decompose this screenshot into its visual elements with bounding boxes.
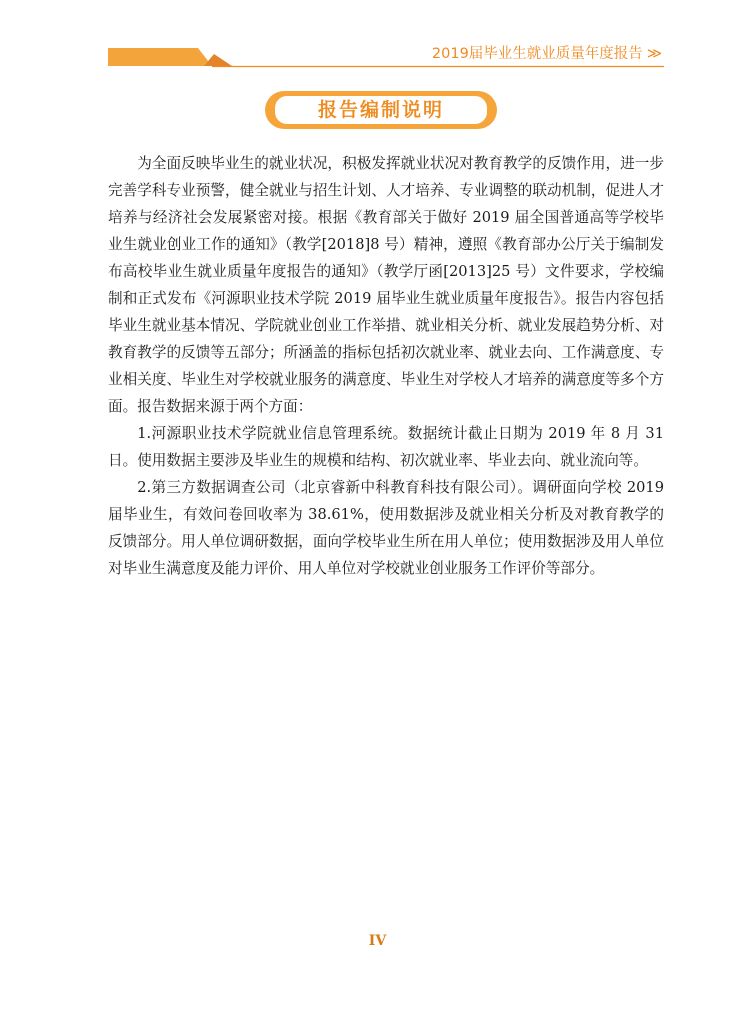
page-header [108,40,664,68]
header-title-text: 2019届毕业生就业质量年度报告 [431,46,643,62]
section-title-banner [264,90,498,130]
page-number: IV [368,933,387,949]
section-title: 报告编制说明 [317,99,444,121]
chevron-right-icon: ≫ [646,46,662,62]
report-body [108,150,664,582]
data-source-2-paragraph: 2.第三方数据调查公司（北京睿新中科教育科技有限公司）。调研面向学校 2019 届毕业生，有效问卷回收率为 38.61%，使用数据涉及就业相关分析及对教育教学的反馈部分。用人单位调研数据，面向学校毕业生所在用人单位；使用数据涉及用人单位对毕业生满意度及能力评价、用人单位对学校就业创业服务工作评价等部分。 [108,479,664,577]
header-title [432,42,662,63]
data-source-1-paragraph: 1.河源职业技术学院就业信息管理系统。数据统计截止日期为 2019 年 8 月 31 日。使用数据主要涉及毕业生的规模和结构、初次就业率、毕业去向、就业流向等。 [108,425,664,469]
intro-paragraph: 为全面反映毕业生的就业状况，积极发挥就业状况对教育教学的反馈作用，进一步完善学科专业预警，健全就业与招生计划、人才培养、专业调整的联动机制，促进人才培养与经济社会发展紧密对接。根据《教育部关于做好 2019 届全国普通高等学校毕业生就业创业工作的通知》（教学[2018]8 号）精神，遵照《教育部办公厅关于编制发布高校毕业生就业质量年度报告的通知》（教学厅函[2013]25 号）文件要求，学校编制和正式发布《河源职业技术学院 2019 届毕业生就业质量年度报告》。报告内容包括毕业生就业基本情况、学院就业创业工作举措、就业相关分析、就业发展趋势分析、对教育教学的反馈等五部分；所涵盖的指标包括初次就业率、就业去向、工作满意度、专业相关度、毕业生对学校就业服务的满意度、毕业生对学校人才培养的满意度等多个方面。报告数据来源于两个方面： [108,155,664,415]
